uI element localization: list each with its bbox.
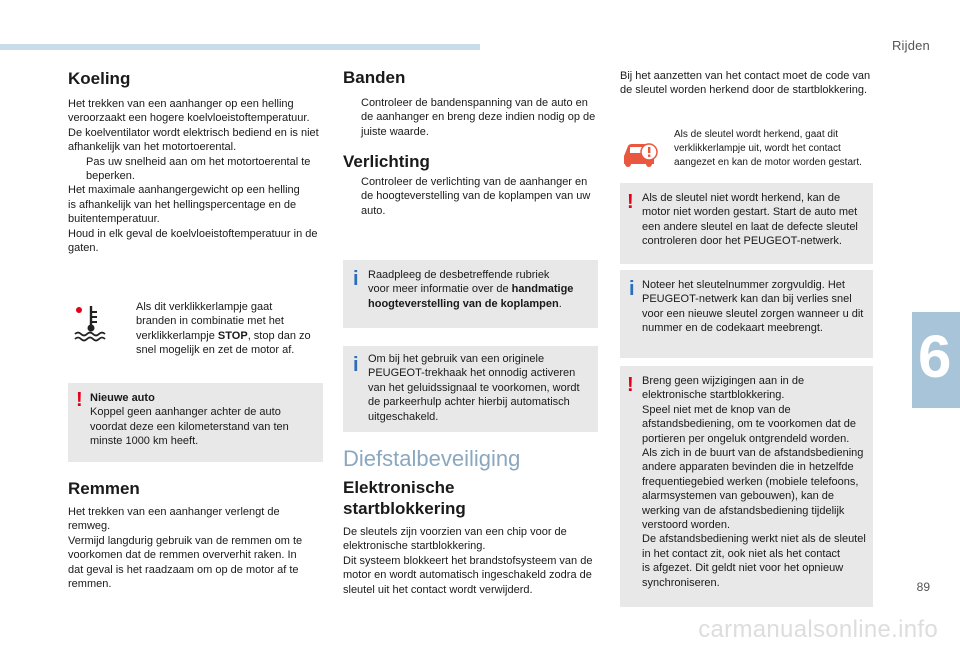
text-line: voorkomen dat de remmen oververhit raken. In (68, 549, 297, 562)
warning-icon: ! (627, 191, 634, 213)
text-line: de hoogteverstelling van de koplampen van uw (361, 190, 591, 203)
text-line: werking van de afstandsbediening tijdelijk (642, 504, 845, 517)
text-line: beperken. (86, 170, 135, 183)
text-line: De sleutels zijn voorzien van een chip voor de (343, 526, 567, 538)
koeling-text (68, 97, 326, 255)
text-line: Als dit verklikkerlampje gaat (136, 301, 273, 313)
section-title: Rijden (891, 38, 930, 53)
text-span: voor meer informatie over de (368, 283, 512, 296)
text-line (136, 329, 341, 343)
text-line: Speel niet met de knop van de (642, 403, 791, 416)
text-span: , stop dan zo (247, 329, 311, 342)
text-line: Koppel geen aanhanger achter de auto (90, 406, 281, 419)
warning-icon: ! (627, 374, 634, 396)
watermark: carmanualsonline.info (698, 616, 938, 643)
text-line: elektronische startblokkering. (642, 389, 785, 402)
text-line: controleren door het PEUGEOT-netwerk. (642, 235, 842, 248)
text-line: uitgeschakeld. (368, 410, 439, 423)
text-line: in het contact zit, ook niet als het contact (642, 547, 841, 560)
text-line: motor niet worden gestart. Start de auto met (642, 206, 858, 219)
warning-box-nieuwe-auto (68, 383, 323, 462)
startblokkering-intro (620, 69, 876, 98)
text-line (368, 282, 593, 296)
coolant-warning-text (118, 300, 341, 358)
text-line: is afgezet. Dit geldt niet voor het opnieuw (642, 562, 844, 575)
diefstal-text (343, 525, 599, 597)
nieuwe-auto-text (90, 391, 318, 449)
koeling-bullet (68, 155, 326, 184)
verlichting-title: Verlichting (343, 152, 430, 171)
banden-bullet (343, 96, 599, 139)
text-line: remweg. (68, 520, 111, 533)
text-bold: hoogteverstelling van de koplampen (368, 297, 559, 310)
text-line: de sleutel worden herkend door de startblokkering. (620, 84, 868, 97)
text-line: juiste waarde. (361, 125, 429, 138)
text-line: afhankelijk van het motortoerental. (68, 141, 237, 154)
text-line: de parkeerhulp achter hierbij automatisch (368, 396, 570, 409)
header-accent-bar (0, 44, 480, 50)
remmen-title: Remmen (68, 479, 140, 498)
info-koplampen-text (368, 268, 593, 311)
text-line: voor een nieuwe sleutel zorgen wanneer u dit (642, 307, 864, 320)
info-icon: i (353, 354, 359, 376)
text-line: PEUGEOT-trekhaak het onnodig activeren (368, 367, 576, 380)
text-line (368, 297, 593, 311)
text-line: nummer en de codekaart meebrengt. (642, 322, 823, 335)
text-line: sleutel uit het contact wordt verwijderd. (343, 583, 533, 596)
key-indicator-text (674, 128, 874, 170)
text-line: dat geval is het raadzaam om op de motor af te (68, 563, 299, 576)
text-line: Controleer de bandenspanning van de auto en (361, 97, 588, 109)
text-line: Om bij het gebruik van een originele (368, 353, 545, 365)
text-line: de aanhanger en breng deze indien nodig op de (361, 111, 596, 124)
info1-text (642, 278, 870, 336)
text-line: een andere sleutel en laat de defecte sleutel (642, 220, 858, 233)
text-line: Als de sleutel niet wordt herkend, kan de (642, 192, 841, 204)
info-box-sleutelnummer (620, 270, 873, 358)
text-line: Houd in elk geval de koelvloeistoftemperatuur in de (68, 227, 318, 240)
key-indicator-row (620, 128, 876, 174)
coolant-temperature-icon (72, 304, 110, 342)
verlichting-bullet (343, 175, 599, 218)
text-line: Elektronische (343, 478, 455, 497)
text-bold: handmatige (511, 283, 574, 296)
diefstal-subtitle (343, 477, 466, 519)
text-line: synchroniseren. (642, 576, 720, 589)
text-span: verklikkerlampje (136, 329, 218, 342)
text-line: alarmsystemen van gebouwen), kan de (642, 490, 834, 503)
koeling-title: Koeling (68, 69, 131, 88)
info-trekhaak-text (368, 352, 593, 424)
nieuwe-auto-title: Nieuwe auto (90, 392, 155, 404)
text-line: veroorzaakt een hogere koelvloeistoftemperatuur. (68, 112, 310, 125)
chapter-number: 6 (918, 323, 952, 390)
text-line: verklikkerlampje uit, wordt het contact (674, 143, 841, 154)
text-line: buitentemperatuur. (68, 213, 160, 226)
warning-box-sleutel (620, 183, 873, 264)
text-line: minste 1000 km heeft. (90, 435, 199, 448)
warning-icon: ! (76, 389, 83, 411)
text-line: portieren per ongeluk ontgrendeld worden. (642, 432, 850, 445)
text-line: elektronische startblokkering. (343, 540, 486, 553)
text-line: PEUGEOT-netwerk kan dan bij verlies snel (642, 293, 852, 306)
text-span: . (558, 297, 562, 310)
text-line: Dit systeem blokkeert het brandstofsysteem van de (343, 554, 593, 567)
text-line: Als zich in de buurt van de afstandsbediening (642, 447, 864, 460)
text-line: startblokkering (343, 499, 466, 518)
text-line: Bij het aanzetten van het contact moet de code van (620, 70, 871, 82)
remmen-text (68, 505, 326, 591)
info-box-koplampen (343, 260, 598, 328)
warn2-text (642, 374, 870, 590)
text-line: De koelventilator wordt elektrisch bediend en is niet (68, 126, 319, 139)
warning-box-wijzigingen (620, 366, 873, 607)
warn1-text (642, 191, 870, 249)
coolant-warning (68, 300, 326, 357)
info-box-trekhaak (343, 346, 598, 432)
text-line: voordat deze een kilometerstand van ten (90, 420, 289, 433)
text-line: snel mogelijk en zet de motor af. (136, 344, 295, 357)
text-line: gaten. (68, 242, 99, 255)
text-line: frequentiegebied werken (mobiele telefoons, (642, 475, 859, 488)
text-line: Het maximale aanhangergewicht op een helling (68, 184, 300, 197)
info-icon: i (353, 268, 359, 290)
car-key-warning-icon (620, 134, 660, 168)
text-line: Controleer de verlichting van de aanhanger en (361, 176, 588, 188)
text-line: Noteer het sleutelnummer zorgvuldig. Het (642, 279, 845, 291)
text-line: remmen. (68, 578, 112, 591)
page-number: 89 (916, 580, 930, 594)
text-line: Pas uw snelheid aan om het motortoerental te (86, 155, 311, 168)
text-line: andere apparaten bevinden die in hetzelfde (642, 461, 854, 474)
text-line: Als de sleutel wordt herkend, gaat dit (674, 129, 838, 140)
text-line: van het geluidssignaal te voorkomen, wordt (368, 381, 580, 394)
text-line: De afstandsbediening werkt niet als de sleutel (642, 533, 866, 546)
text-line: motor en wordt automatisch ingeschakeld zodra de (343, 569, 592, 582)
text-line: Het trekken van een aanhanger op een helling (68, 98, 294, 110)
chapter-tab (912, 312, 960, 408)
text-line: Vermijd langdurig gebruik van de remmen om te (68, 534, 303, 547)
info-icon: i (629, 278, 635, 300)
text-line: auto. (361, 204, 386, 217)
text-line: Het trekken van een aanhanger verlengt de (68, 506, 280, 518)
text-line: is afhankelijk van het hellingspercentage en de (68, 198, 297, 211)
stop-label: STOP (217, 329, 248, 342)
text-line: verstoord worden. (642, 519, 731, 532)
text-line: afstandsbediening, om te voorkomen dat de (642, 418, 857, 431)
text-line: Breng geen wijzigingen aan in de (642, 375, 805, 387)
banden-title: Banden (343, 68, 406, 87)
text-line: aangezet en kan de motor worden gestart. (674, 157, 862, 168)
diefstal-heading: Diefstalbeveiliging (343, 446, 521, 471)
text-line: Raadpleeg de desbetreffende rubriek (368, 269, 550, 281)
text-line: branden in combinatie met het (136, 315, 284, 328)
